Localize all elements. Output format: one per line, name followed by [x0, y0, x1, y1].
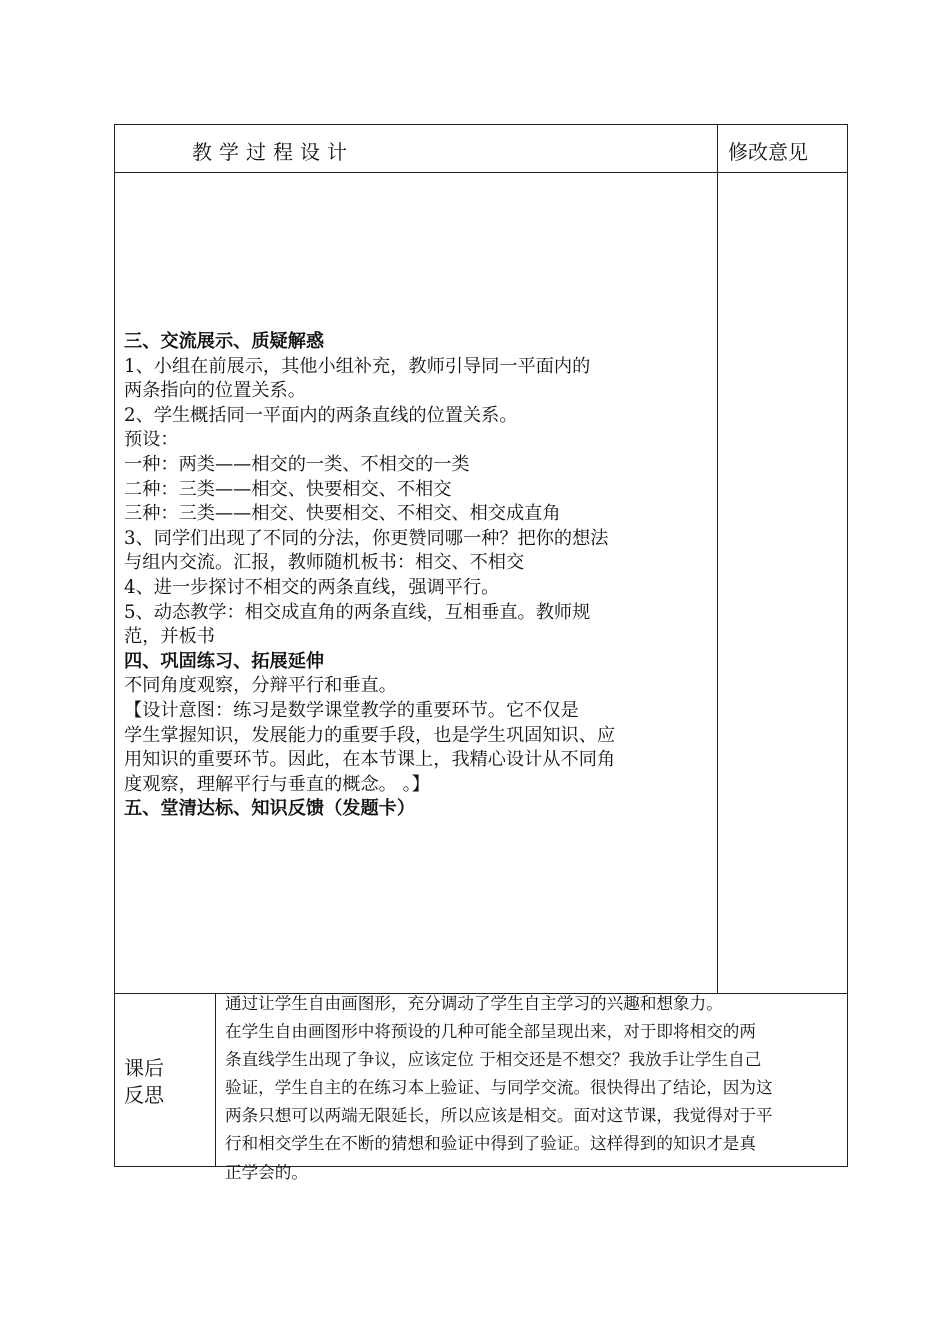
- body-line: 二种：三类——相交、快要相交、不相交: [124, 478, 452, 500]
- reflection-line: 行和相交学生在不断的猜想和验证中得到了验证。这样得到的知识才是真: [225, 1134, 756, 1154]
- body-line: 4、进一步探讨不相交的两条直线，强调平行。: [124, 576, 500, 598]
- body-line: 【设计意图：练习是数学课堂教学的重要环节。它不仅是: [124, 699, 579, 721]
- body-line: 1、小组在前展示，其他小组补充，教师引导同一平面内的: [124, 355, 591, 377]
- reflection-label-line: 课后: [124, 1056, 164, 1080]
- reflection-line: 在学生自由画图形中将预设的几种可能全部呈现出来，对于即将相交的两: [225, 1022, 756, 1042]
- reflection-line: 验证，学生自主的在练习本上验证、与同学交流。很快得出了结论，因为这: [225, 1078, 773, 1098]
- body-line: 2、学生概括同一平面内的两条直线的位置关系。: [124, 404, 518, 426]
- header-row-divider: [114, 172, 848, 173]
- body-line: 两条指向的位置关系。: [124, 380, 306, 402]
- body-line: 用知识的重要环节。因此，在本节课上，我精心设计从不同角: [124, 749, 616, 771]
- body-line: 不同角度观察，分辩平行和垂直。: [124, 675, 397, 697]
- reflection-line: 两条只想可以两端无限延长，所以应该是相交。面对这节课，我觉得对于平: [225, 1106, 773, 1126]
- table-border-top: [114, 124, 848, 125]
- reflection-label-line: 反思: [124, 1083, 164, 1107]
- reflection-content: [225, 990, 843, 1187]
- body-line: 范，并板书: [124, 626, 215, 648]
- body-line: 一种：两类——相交的一类、不相交的一类: [124, 453, 470, 475]
- section-heading-exchange: 三、交流展示、质疑解惑: [124, 331, 325, 352]
- reflection-line: 正学会的。: [225, 1162, 308, 1182]
- teaching-process-content: [124, 330, 714, 822]
- reflection-label: [124, 1055, 204, 1109]
- body-line: 3、同学们出现了不同的分法，你更赞同哪一种？把你的想法: [124, 527, 609, 549]
- table-border-left: [114, 124, 115, 1166]
- column-divider-comments: [717, 124, 718, 993]
- reflection-line: 条直线学生出现了争议，应该定位 于相交还是不想交？我放手让学生自己: [225, 1050, 762, 1070]
- body-line: 学生掌握知识，发展能力的重要手段，也是学生巩固知识、应: [124, 724, 616, 746]
- column-divider-reflection: [215, 993, 216, 1166]
- body-line: 度观察，理解平行与垂直的概念。 。】: [124, 773, 430, 795]
- section-heading-feedback: 五、堂清达标、知识反馈（发题卡）: [124, 798, 416, 820]
- table-border-right: [847, 124, 848, 1166]
- teaching-process-heading: 教学过程设计: [192, 140, 354, 164]
- revision-comments-heading: 修改意见: [728, 140, 808, 164]
- body-line: 与组内交流。汇报，教师随机板书：相交、不相交: [124, 552, 525, 574]
- body-line: 三种：三类——相交、快要相交、不相交、相交成直角: [124, 503, 561, 525]
- body-line: 5、动态教学：相交成直角的两条直线，互相垂直。教师规: [124, 601, 591, 623]
- section-heading-practice: 四、巩固练习、拓展延伸: [124, 650, 325, 672]
- body-line: 预设：: [124, 429, 179, 451]
- reflection-line: 通过让学生自由画图形，充分调动了学生自主学习的兴趣和想象力。: [225, 994, 723, 1013]
